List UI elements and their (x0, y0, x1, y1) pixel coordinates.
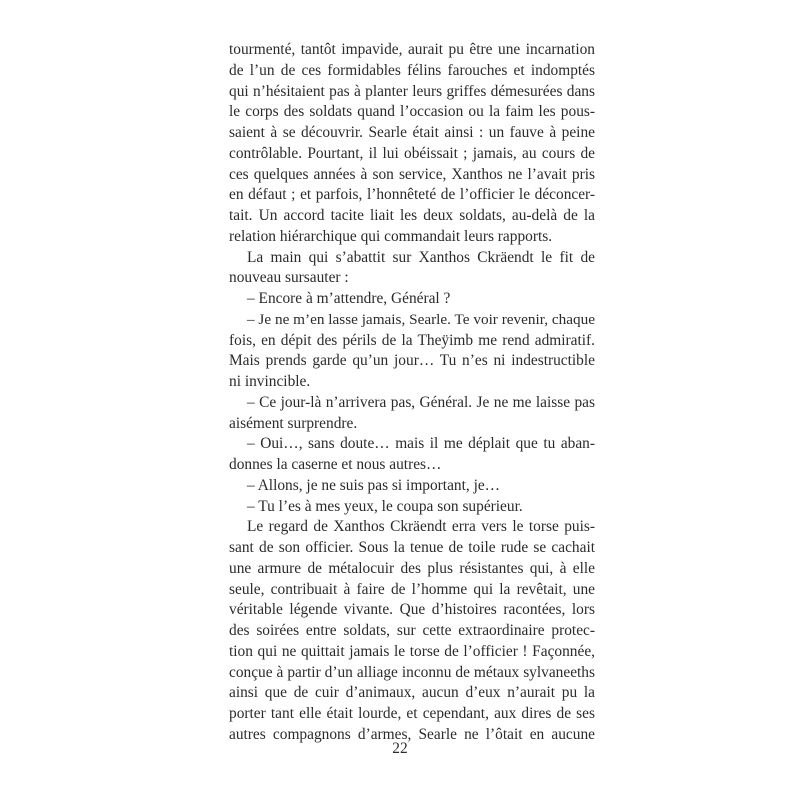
text-line: relation hiérarchique qui commandait leurs rapports. (229, 227, 553, 245)
text-line: seule, contribuait à faire de l’homme qui la revêtait, une (229, 580, 595, 598)
text-line: en défaut ; et parfois, l’honnêteté de l’officier le déconcer- (229, 186, 595, 204)
text-line: tion qui ne quittait jamais le torse de l’officier ! Façonnée, (229, 642, 595, 660)
text-line: Mais prends garde qu’un jour… Tu n’es ni indestructible (229, 352, 595, 370)
text-line: aisément surprendre. (229, 414, 358, 432)
text-line: saient à se découvrir. Searle était ainsi : un fauve à peine (229, 124, 595, 141)
text-line: nouveau sursauter : (229, 269, 349, 287)
text-line: ces quelques années à son service, Xanthos ne l’avait pris (229, 165, 595, 183)
text-line: tait. Un accord tacite liait les deux soldats, au-delà de la (229, 207, 595, 224)
text-line: véritable légende vivante. Que d’histoires racontées, lors (229, 601, 595, 619)
text-line: contrôlable. Pourtant, il lui obéissait ; jamais, au cours de (229, 144, 595, 162)
text-line: donnes la caserne et nous autres… (229, 456, 442, 473)
text-line: – Je ne m’en lasse jamais, Searle. Te voir revenir, chaque (247, 310, 595, 328)
text-line: une armure de métalocuir des plus résistantes qui, à elle (229, 559, 595, 577)
text-line: – Ce jour-là n’arrivera pas, Général. Je ne me laisse pas (247, 393, 595, 411)
text-line: des soirées entre soldats, sur cette extraordinaire protec- (229, 622, 595, 639)
text-line: le corps des soldats quand l’occasion ou la faim les pous- (229, 103, 595, 121)
text-line: sant de son officier. Sous la tenue de toile rude se cachait (229, 539, 595, 556)
page-number: 22 (392, 740, 408, 757)
text-line: tourmenté, tantôt impavide, aurait pu être une incarnation (229, 41, 595, 58)
text-line: – Tu l’es à mes yeux, le coupa son supérieur. (247, 497, 523, 515)
text-line: Le regard de Xanthos Ckräendt erra vers le torse puis- (247, 518, 595, 536)
text-line: ainsi que de cuir d’animaux, aucun d’eux n’aurait pu la (229, 684, 595, 702)
text-line: ni invincible. (229, 373, 311, 390)
text-line: autres compagnons d’armes, Searle ne l’ôtait en aucune (229, 725, 595, 743)
text-line: conçue à partir d’un alliage inconnu de métaux sylvaneeths (229, 663, 595, 681)
text-line: La main qui s’abattit sur Xanthos Ckräendt le fit de (247, 248, 595, 266)
text-line: – Oui…, sans doute… mais il me déplait que tu aban- (247, 435, 595, 453)
text-line: – Encore à m’attendre, Général ? (247, 290, 451, 307)
text-line: qui n’hésitaient pas à planter leurs griffes démesurées dans (229, 82, 595, 100)
text-line: porter tant elle était lourde, et cependant, aux dires de ses (229, 705, 595, 722)
text-line: de l’un de ces formidables félins farouches et indomptés (229, 61, 595, 79)
body-text (229, 40, 595, 746)
text-line: – Allons, je ne suis pas si important, je… (247, 476, 501, 494)
text-line: fois, en dépit des périls de la Theÿimb me rend admiratif. (229, 331, 595, 349)
